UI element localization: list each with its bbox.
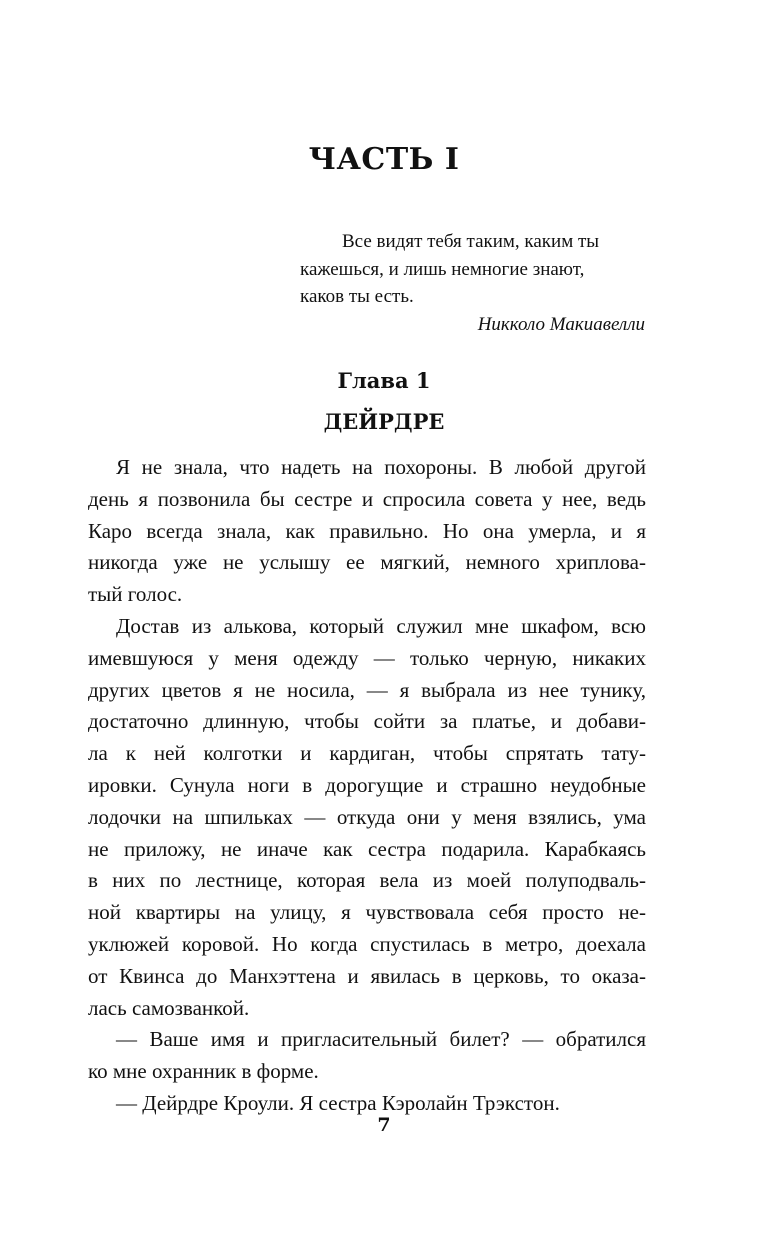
text-line: никогда уже не услышу ее мягкий, немного хриплова-: [88, 550, 646, 575]
text-line: не приложу, не иначе как сестра подарила. Карабкаясь: [88, 836, 646, 861]
text-line: день я позвонила бы сестре и спросила совета у нее, ведь: [88, 486, 646, 511]
text-line: уклюжей коровой. Но когда спустилась в метро, доехала: [88, 931, 646, 956]
epigraph-line: каков ты есть.: [300, 286, 414, 307]
paragraph: [88, 1024, 646, 1088]
text-line: ко мне охранник в форме.: [88, 1059, 319, 1084]
part-title: ЧАСТЬ I: [308, 142, 460, 177]
page-number: 7: [377, 1114, 391, 1136]
paragraph: [88, 611, 646, 1024]
text-line: тый голос.: [88, 582, 183, 607]
text-line: ировки. Сунула ноги в дорогущие и страшно неудобные: [88, 772, 646, 797]
text-line: достаточно длинную, чтобы сойти за платье, и добави-: [88, 709, 646, 734]
chapter-name: ДЕЙРДРЕ: [323, 409, 445, 434]
epigraph-line: кажешься, и лишь немногие знают,: [300, 258, 585, 280]
text-line: Я не знала, что надеть на похороны. В любой другой: [116, 455, 646, 479]
text-line: других цветов я не носила, — я выбрала из нее тунику,: [88, 677, 646, 702]
text-line: ла к ней колготки и кардиган, чтобы спрятать тату-: [88, 741, 646, 766]
epigraph-author: Никколо Макиавелли: [477, 313, 645, 335]
chapter-number: Глава 1: [337, 368, 431, 393]
body-text: [88, 452, 646, 1120]
epigraph-line: Все видят тебя таким, каким ты: [342, 231, 600, 252]
text-line: от Квинса до Манхэттена и явилась в церковь, то оказа-: [88, 963, 646, 988]
text-line: ной квартиры на улицу, я чувствовала себя просто не-: [88, 900, 646, 925]
text-line: в них по лестнице, которая вела из моей полуподваль-: [88, 868, 646, 893]
text-line: Достав из алькова, который служил мне шкафом, всю: [116, 613, 646, 638]
epigraph: [300, 228, 645, 338]
text-line: лась самозванкой.: [88, 995, 250, 1020]
text-line: — Ваше имя и пригласительный билет? — обратился: [116, 1027, 646, 1052]
text-line: — Дейрдре Кроули. Я сестра Кэролайн Трэкстон.: [116, 1090, 560, 1115]
text-line: лодочки на шпильках — откуда они у меня взялись, ума: [88, 804, 646, 829]
text-line: Каро всегда знала, как правильно. Но она умерла, и я: [88, 518, 646, 543]
text-line: имевшуюся у меня одежду — только черную, никаких: [88, 645, 646, 670]
paragraph: [88, 452, 646, 611]
